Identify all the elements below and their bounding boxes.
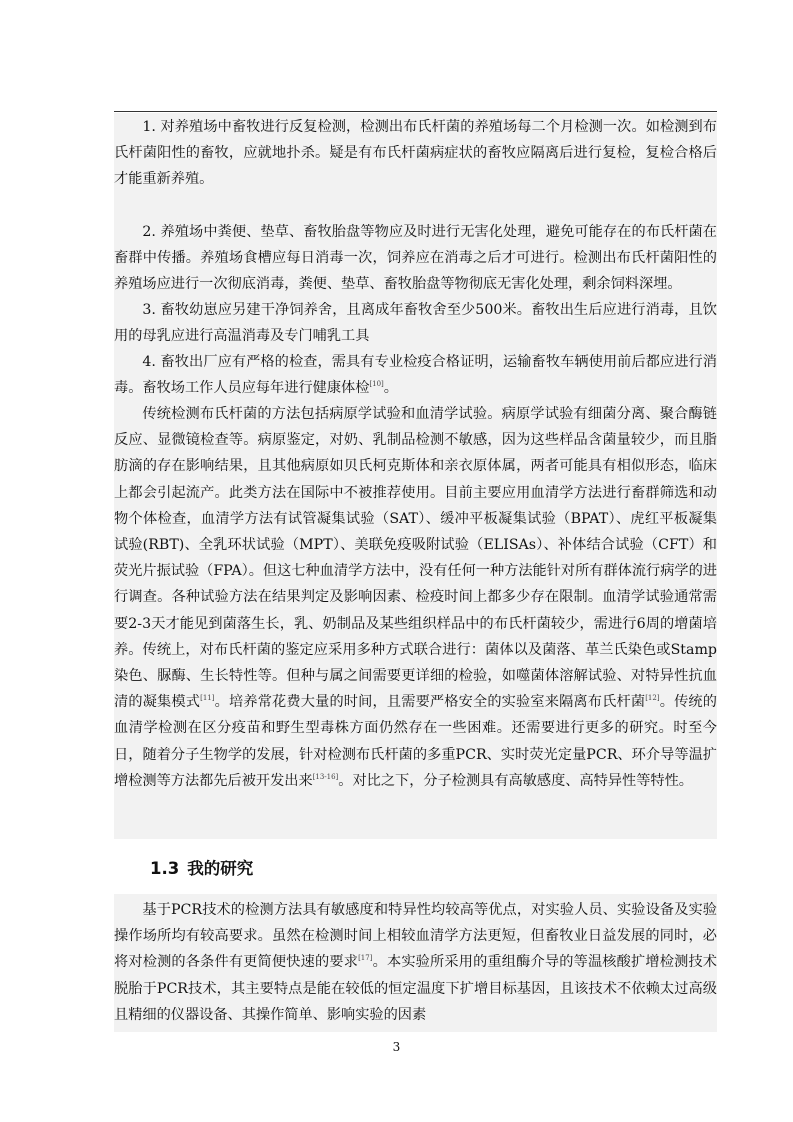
paragraph-5-text-2: 。培养常花费大量的时间，且需要严格安全的实验室来隔离布氏杆菌 (214, 694, 646, 711)
header-rule (114, 111, 717, 112)
citation: [11] (200, 694, 215, 703)
paragraph-6 (114, 897, 717, 1028)
citation: [10] (369, 380, 384, 389)
citation: [17] (358, 954, 373, 963)
section-number: 1.3 (150, 859, 180, 878)
paragraph-5-text-4: 。对比之下，分子检测具有高敏感度、高特异性等特性。 (338, 772, 693, 789)
paragraph-2-text: 2. 养殖场中粪便、垫草、畜牧胎盘等物应及时进行无害化处理，避免可能存在的布氏杆菌在畜群中传播。养殖场食槽应每日消毒一次，饲养应在消毒之后才可进行。检测出布氏杆菌阳性的养殖场应进行一次彻底消毒，粪便、垫草、畜牧胎盘等物彻底无害化处理，剩余饲料深埋。 (114, 224, 717, 293)
section-heading (150, 856, 253, 882)
page-number: 3 (392, 1040, 401, 1054)
paragraph-4-text: 4. 畜牧出厂应有严格的检查，需具有专业检疫合格证明，运输畜牧车辆使用前后都应进行消毒。畜牧场工作人员应每年进行健康体检 (114, 354, 717, 397)
paragraph-1-text: 1. 对养殖场中畜牧进行反复检测，检测出布氏杆菌的养殖场每二个月检测一次。如检测到布氏杆菌阳性的畜牧，应就地扑杀。疑是有布氏杆菌病症状的畜牧应隔离后进行复检，复检合格后才能重新养殖。 (114, 119, 717, 188)
paragraph-6-text-1: 基于PCR技术的检测方法具有敏感度和特异性均较高等优点，对实验人员、实验设备及实验操作场所均有较高要求。虽然在检测时间上相较血清学方法更短，但畜牧业日益发展的同时，必将对检测的各条件有更简便快速的要求 (114, 902, 717, 971)
paragraph-2 (114, 219, 717, 298)
paragraph-3 (114, 297, 717, 349)
paragraph-5-text-1: 传统检测布氏杆菌的方法包括病原学试验和血清学试验。病原学试验有细菌分离、聚合酶链反应、显微镜检查等。病原鉴定，对奶、乳制品检测不敏感，因为这些样品含菌量较少，而且脂肪滴的存在影响结果，且其他病原如贝氏柯克斯体和亲衣原体属，两者可能具有相似形态，临床上都会引起流产。此类方法在国际中不被推荐使用。目前主要应用血清学方法进行畜群筛选和动物个体检查，血清学方法有试管凝集试验（SAT）、缓冲平板凝集试验（BPAT）、虎红平板凝集试验(RBT)、全乳环状试验（MPT）、美联免疫吸附试验（ELISAs）、补体结合试验（CFT）和荧光片振试验（FPA）。但这七种血清学方法中，没有任何一种方法能针对所有群体流行病学的进行调查。各种试验方法在结果判定及影响因素、检疫时间上都多少存在限制。血清学试验通常需要2-3天才能见到菌落生长，乳、奶制品及某些组织样品中的布氏杆菌较少，需进行6周的增菌培养。传统上，对布氏杆菌的鉴定应采用多种方式联合进行：菌体以及菌落、革兰氏染色或Stamp染色、脲酶、生长特性等。但种与属之间需要更详细的检验，如噬菌体溶解试验、对特异性抗血清的凝集模式 (114, 406, 717, 711)
paragraph-5-text-3: 。传统的血清学检测在区分疫苗和野生型毒株方面仍然存在一些困难。还需要进行更多的研究。时至今日，随着分子生物学的发展，针对检测布氏杆菌的多重PCR、实时荧光定量PCR、环介导等温扩增检测等方法都先后被开发出来 (114, 694, 717, 789)
paragraph-5 (114, 401, 717, 794)
citation: [12] (645, 694, 660, 703)
paragraph-3-text: 3. 畜牧幼崽应另建干净饲养舍，且离成年畜牧舍至少500米。畜牧出生后应进行消毒，且饮用的母乳应进行高温消毒及专门哺乳工具 (114, 302, 717, 345)
paragraph-1 (114, 114, 717, 193)
paragraph-6-text-2: 。本实验所采用的重组酶介导的等温核酸扩增检测技术脱胎于PCR技术，其主要特点是能在较低的恒定温度下扩增目标基因，且该技术不依赖太过高级且精细的仪器设备、其操作简单、影响实验的因素 (114, 954, 717, 1023)
paragraph-4 (114, 349, 717, 401)
section-title: 我的研究 (187, 859, 254, 878)
citation: [13-16] (312, 772, 339, 781)
paragraph-4-tail: 。 (383, 380, 398, 397)
